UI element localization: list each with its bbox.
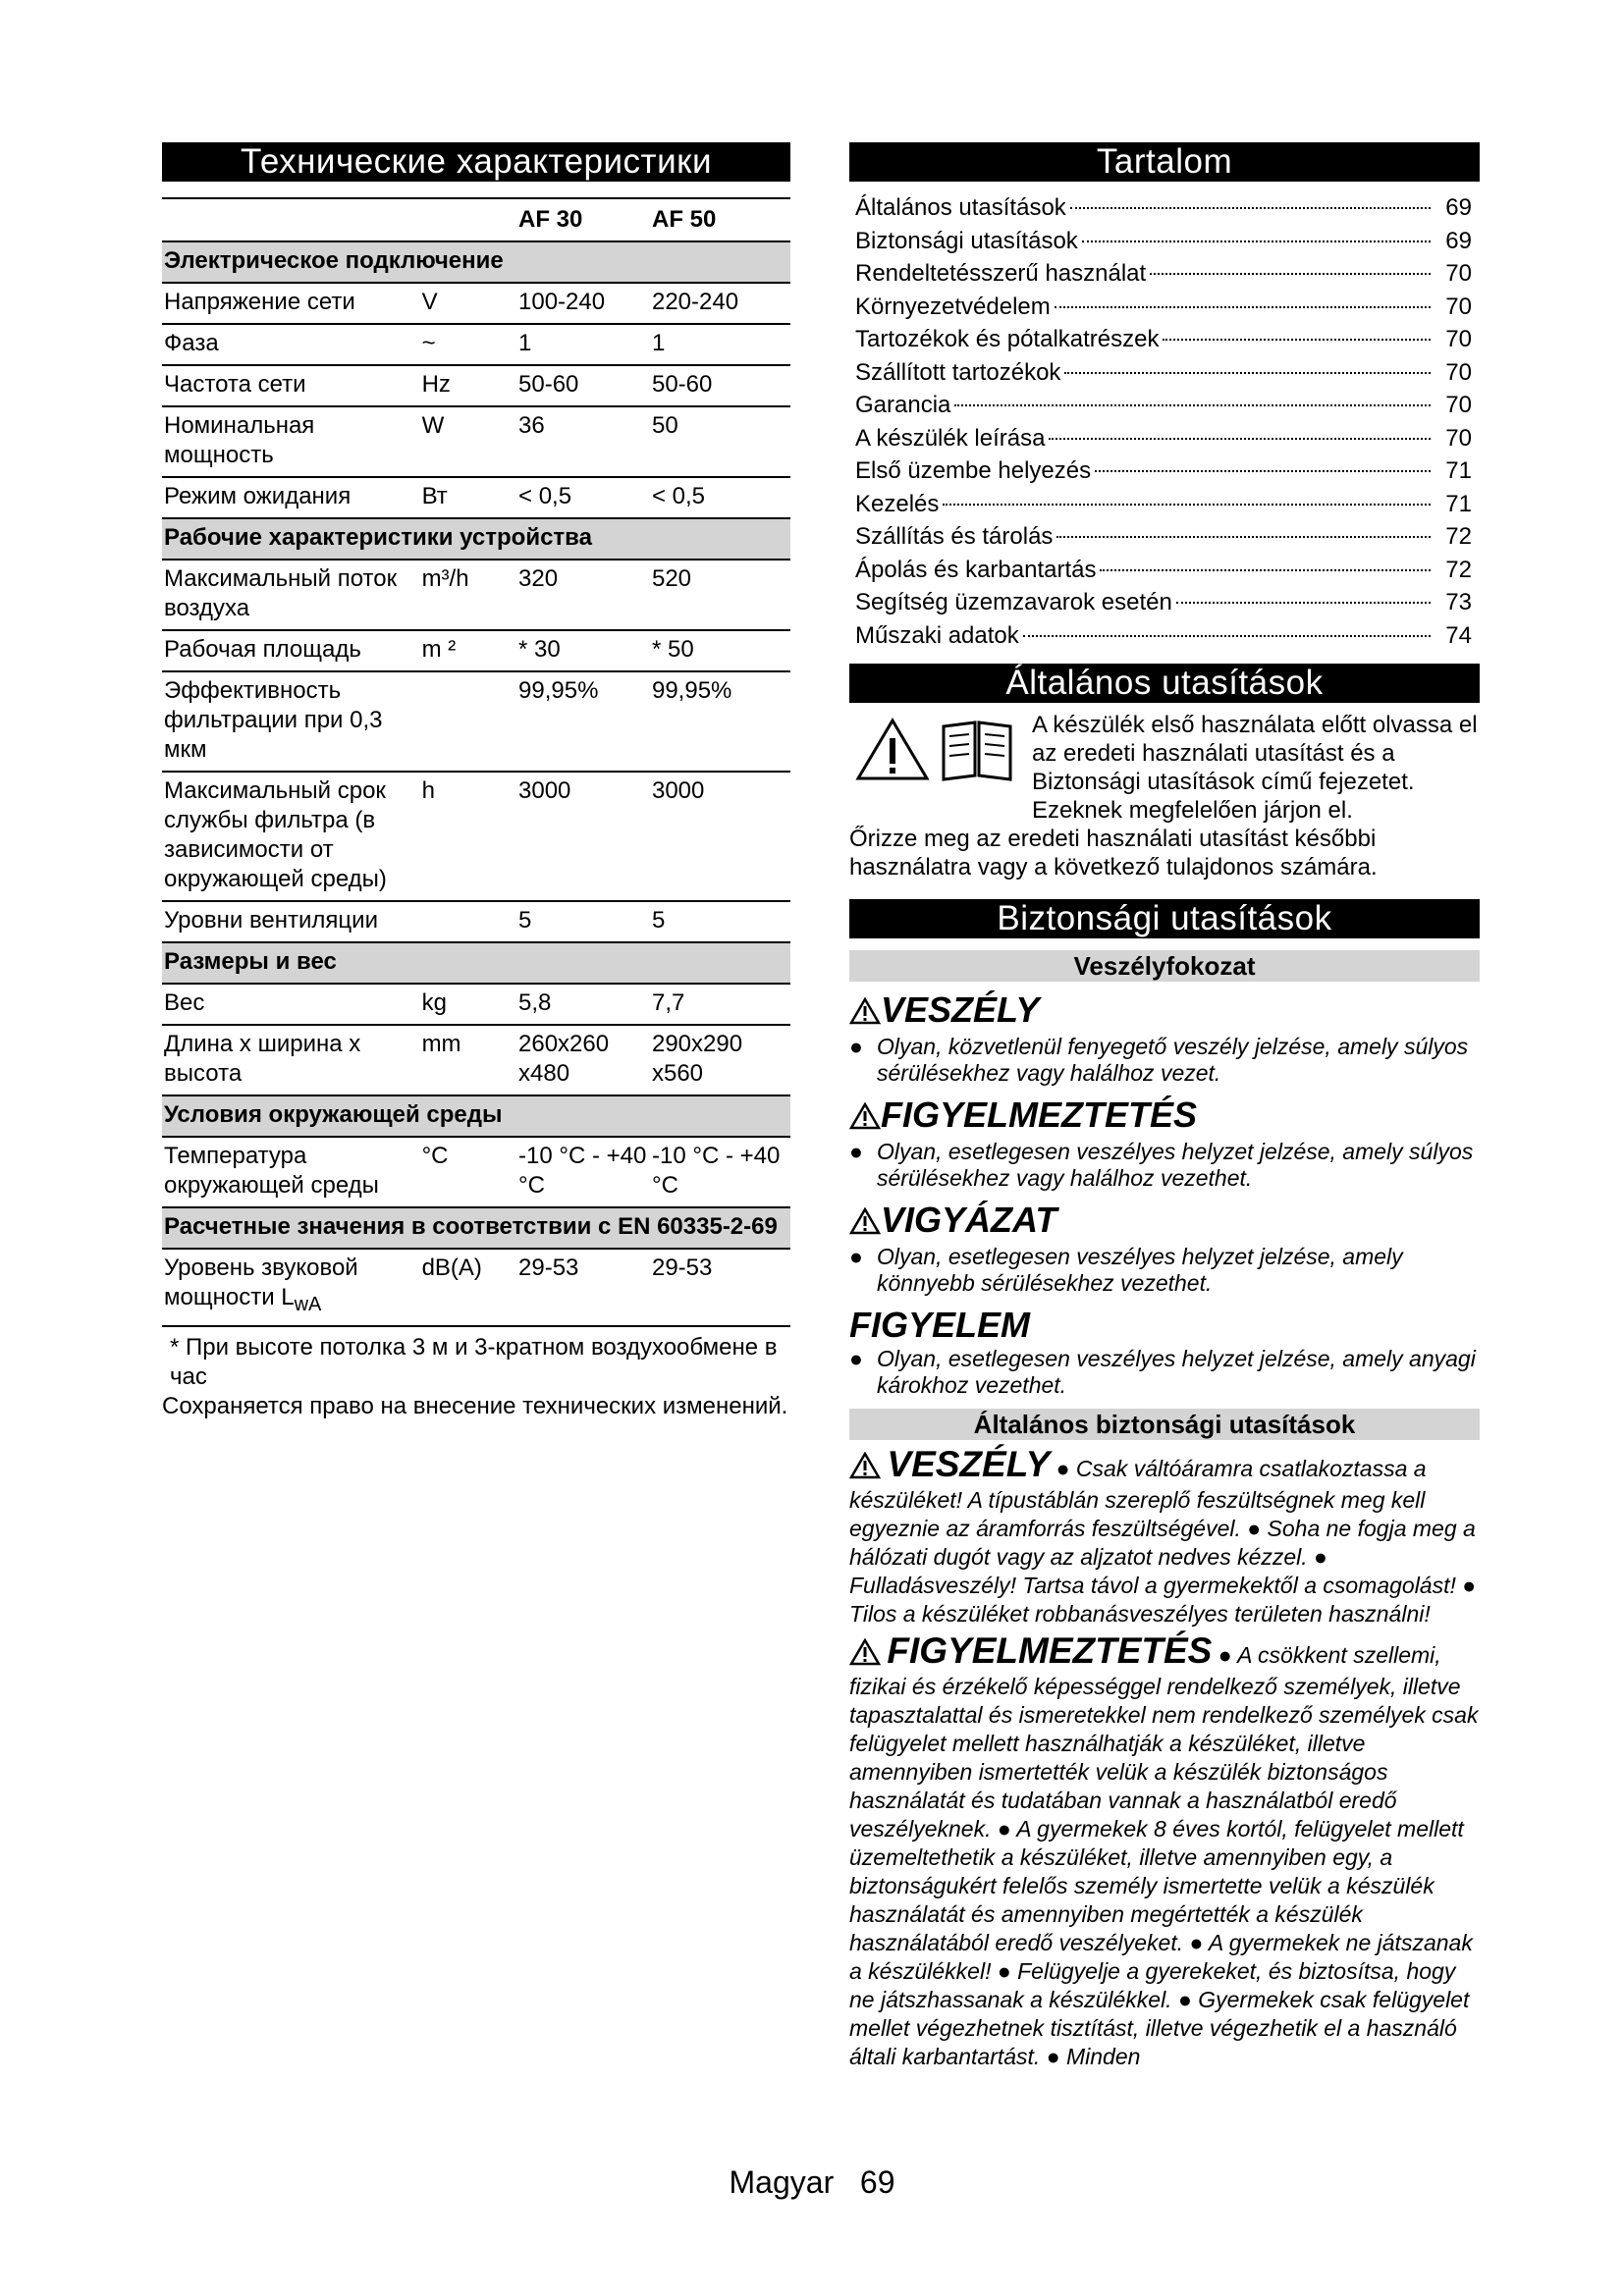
row-label-text: Частота сети bbox=[164, 371, 306, 398]
row-value-af30 bbox=[516, 477, 650, 518]
row-label-text: Режим ожидания bbox=[164, 483, 352, 509]
toc-dot-leader bbox=[1070, 207, 1431, 209]
toc-entry[interactable] bbox=[849, 225, 1480, 258]
row-value-af30-text: < 0,5 bbox=[518, 483, 572, 509]
row-value-af30 bbox=[516, 1025, 650, 1095]
toc-entry-page: 70 bbox=[1445, 293, 1472, 320]
row-unit bbox=[420, 984, 516, 1025]
row-value-af50-text: 50-60 bbox=[651, 371, 713, 398]
toc-entry[interactable] bbox=[849, 191, 1480, 225]
toc-dot-leader bbox=[1150, 273, 1431, 275]
row-label-text: Эффективность фильтрации при 0,3 мкм bbox=[164, 677, 383, 763]
table-row bbox=[162, 365, 790, 406]
toc-entry[interactable] bbox=[849, 586, 1480, 619]
row-value-af50 bbox=[650, 283, 790, 324]
toc-dot-leader bbox=[1049, 438, 1431, 440]
row-value-af30-text: 5,8 bbox=[518, 989, 552, 1016]
row-label-text: Длина x ширина x высота bbox=[164, 1031, 361, 1087]
warning-triangle-icon bbox=[855, 717, 930, 781]
table-section-header bbox=[162, 942, 790, 984]
row-unit-text: kg bbox=[421, 989, 447, 1016]
warning-triangle-icon bbox=[849, 1097, 881, 1139]
row-unit-text: m³/h bbox=[421, 565, 469, 592]
row-unit bbox=[420, 772, 516, 901]
row-value-af30 bbox=[516, 324, 650, 365]
hazard-level-word bbox=[849, 989, 1480, 1034]
table-row bbox=[162, 324, 790, 365]
row-value-af50 bbox=[650, 560, 790, 630]
toc-entry[interactable] bbox=[849, 291, 1480, 324]
row-label bbox=[162, 406, 420, 477]
row-value-af30-text: 50-60 bbox=[518, 371, 579, 398]
row-label bbox=[162, 772, 420, 901]
row-value-af30-text: 260x260 x480 bbox=[518, 1031, 610, 1087]
row-value-af30-text: 99,95% bbox=[518, 677, 599, 704]
toc-entry-label: Rendeltetésszerű használat bbox=[855, 260, 1147, 287]
col-af50: AF 50 bbox=[650, 198, 790, 241]
toc-dot-leader bbox=[1082, 240, 1431, 242]
row-label bbox=[162, 324, 420, 365]
general-safety-title: Általános biztonsági utasítások bbox=[849, 1409, 1480, 1440]
row-unit-text: V bbox=[421, 289, 438, 315]
row-value-af50-text: 99,95% bbox=[651, 677, 732, 704]
row-unit bbox=[420, 1137, 516, 1207]
table-row bbox=[162, 1249, 790, 1326]
toc-dot-leader bbox=[943, 504, 1431, 506]
row-unit-text: Hz bbox=[421, 371, 451, 398]
row-unit bbox=[420, 560, 516, 630]
row-value-af30-text: 100-240 bbox=[518, 289, 606, 315]
row-value-af50 bbox=[650, 477, 790, 518]
row-value-af50-text: 29-53 bbox=[651, 1255, 713, 1281]
hazard-level-word-text: VESZÉLY bbox=[881, 989, 1040, 1030]
row-unit bbox=[420, 630, 516, 671]
general-title: Általános utasítások bbox=[849, 664, 1480, 703]
toc-entry-label: Kezelés bbox=[855, 490, 940, 517]
toc-entry[interactable] bbox=[849, 323, 1480, 356]
toc-entry-page: 70 bbox=[1445, 260, 1472, 287]
footer-language: Magyar bbox=[729, 2164, 835, 2200]
row-value-af50-text: 50 bbox=[651, 412, 678, 439]
table-row bbox=[162, 671, 790, 772]
toc-dot-leader bbox=[1064, 372, 1431, 374]
toc-entry-label: Segítség üzemzavarok esetén bbox=[855, 589, 1172, 615]
row-value-af50-text: < 0,5 bbox=[651, 483, 706, 509]
left-column bbox=[162, 142, 790, 1421]
toc-entry-page: 70 bbox=[1445, 392, 1472, 418]
section-name: Условия окружающей среды bbox=[162, 1095, 790, 1137]
toc-entry-page: 72 bbox=[1445, 556, 1472, 583]
warning-paragraph bbox=[849, 1630, 1480, 2071]
row-value-af30 bbox=[516, 1249, 650, 1326]
row-label-text: Максимальный срок службы фильтра (в зависимости от окружающей среды) bbox=[164, 777, 387, 892]
table-row bbox=[162, 1025, 790, 1095]
row-label bbox=[162, 1249, 420, 1326]
warning-triangle-icon bbox=[849, 1202, 881, 1244]
row-value-af50 bbox=[650, 772, 790, 901]
section-name: Размеры и вес bbox=[162, 942, 790, 984]
row-value-af30-text: 1 bbox=[518, 330, 532, 356]
row-value-af30-text: * 30 bbox=[518, 636, 561, 663]
hazard-level-word-text: VIGYÁZAT bbox=[881, 1200, 1057, 1240]
row-value-af30 bbox=[516, 984, 650, 1025]
row-value-af30 bbox=[516, 283, 650, 324]
safety-title: Biztonsági utasítások bbox=[849, 899, 1480, 938]
table-section-header bbox=[162, 1207, 790, 1249]
row-value-af30 bbox=[516, 901, 650, 942]
row-value-af30-text: 3000 bbox=[518, 777, 571, 804]
warning-triangle-icon bbox=[849, 1452, 881, 1486]
toc-dot-leader bbox=[1176, 602, 1431, 604]
toc-entry[interactable] bbox=[849, 422, 1480, 455]
toc-dot-leader bbox=[1095, 470, 1431, 472]
toc-entry-page: 71 bbox=[1445, 490, 1472, 517]
toc-dot-leader bbox=[954, 404, 1431, 406]
toc-entry-label: Általános utasítások bbox=[855, 194, 1066, 221]
toc-entry-label: Biztonsági utasítások bbox=[855, 227, 1078, 254]
toc-entry-label: Műszaki adatok bbox=[855, 621, 1019, 649]
toc-entry-page: 70 bbox=[1445, 358, 1472, 386]
toc-title: Tartalom bbox=[849, 142, 1480, 182]
row-value-af50-text: 7,7 bbox=[651, 989, 685, 1016]
hazard-level-description bbox=[849, 1244, 1480, 1297]
row-value-af30 bbox=[516, 772, 650, 901]
hazard-level-text: Olyan, esetlegesen veszélyes helyzet jelzése, amely könnyebb sérülésekhez vezethet. bbox=[877, 1244, 1403, 1296]
toc-entry-page: 70 bbox=[1445, 326, 1472, 352]
table-row bbox=[162, 406, 790, 477]
danger-text: ● Csak váltóáramra csatlakoztassa a készüléket! A típustáblán szereplő feszültségnek meg kell egyeznie az áramforrás feszültségével. ● Soha ne fogja meg a hálózati dugót vagy az aljzatot nedves kézzel. ● Fulladásveszély! Tartsa távol a gyermekektől a csomagolást! ● Tilos a készüléket robbanásveszélyes területen használni! bbox=[849, 1456, 1477, 1627]
row-unit-text: mm bbox=[421, 1031, 461, 1057]
toc-dot-leader bbox=[1023, 635, 1431, 637]
row-value-af30-text: 36 bbox=[518, 412, 545, 439]
row-value-af30 bbox=[516, 406, 650, 477]
row-unit bbox=[420, 477, 516, 518]
table-row bbox=[162, 560, 790, 630]
toc-entry-page: 74 bbox=[1445, 621, 1472, 649]
row-label bbox=[162, 630, 420, 671]
row-label bbox=[162, 365, 420, 406]
row-value-af50 bbox=[650, 630, 790, 671]
footer-page-number: 69 bbox=[859, 2164, 895, 2200]
hazard-level-description bbox=[849, 1346, 1480, 1399]
row-value-af50-text: 1 bbox=[651, 330, 666, 356]
hazard-level-text: Olyan, közvetlenül fenyegető veszély jelzése, amely súlyos sérülésekhez vagy halálhoz vezet. bbox=[877, 1034, 1469, 1086]
row-label bbox=[162, 901, 420, 942]
row-value-af50-text: 290x290 x560 bbox=[651, 1031, 743, 1087]
toc-dot-leader bbox=[1163, 339, 1431, 341]
toc-entry-page: 72 bbox=[1445, 523, 1472, 550]
general-intro-text: A készülék első használata előtt olvassa el az eredeti használati utasítást és a Biztonsági utasítások című fejezetet. Ezeknek megfelelően járjon el. bbox=[1032, 712, 1478, 824]
row-value-af50-text: 5 bbox=[651, 907, 666, 934]
col-af30: AF 30 bbox=[516, 198, 650, 241]
hazard-level-text: Olyan, esetlegesen veszélyes helyzet jelzése, amely anyagi károkhoz vezethet. bbox=[877, 1346, 1476, 1398]
row-value-af30 bbox=[516, 560, 650, 630]
warning-text: ● A csökkent szellemi, fizikai és érzékelő képességgel rendelkező személyek, illetve tapasztalattal és ismeretekkel nem rendelkező személyek csak felügyelet mellett használhatják a készüléket, illetve amennyiben ismertették velük a készülék biztonságos használatát és tudatában vannak a használatból eredő veszélyeknek. ● A gyermekek 8 éves kortól, felügyelet mellett üzemeltethetik a készüléket, illetve amennyiben egy, a biztonságukért felelős személy ismertette velük a készülék használatát és amennyiben megértették a készülék használatából eredő veszélyeket. ● A gyermekek ne játszanak a készülékkel! ● Felügyelje a gyerekeket, és biztosítsa, hogy ne játszhassanak a készülékkel. ● Gyermekek csak felügyelet mellet végezhetnek tisztítást, illetve végezhetik el a használó általi karbantartást. ● Minden bbox=[849, 1642, 1479, 2069]
toc-entry-page: 70 bbox=[1445, 424, 1472, 452]
row-value-af50-text: 520 bbox=[651, 565, 692, 592]
row-value-af30 bbox=[516, 1137, 650, 1207]
row-label-text: Вес bbox=[164, 989, 205, 1016]
general-intro bbox=[849, 711, 1480, 825]
row-unit-text: W bbox=[421, 412, 445, 439]
row-unit-text: dB(A) bbox=[421, 1255, 482, 1281]
toc-dot-leader bbox=[1055, 306, 1431, 308]
intro-icons bbox=[849, 711, 1032, 825]
toc-entry-label: Első üzembe helyezés bbox=[855, 457, 1092, 484]
toc-dot-leader bbox=[1100, 569, 1431, 571]
row-label bbox=[162, 560, 420, 630]
row-label-text: Напряжение сети bbox=[164, 289, 355, 315]
toc-entry[interactable] bbox=[849, 389, 1480, 422]
row-value-af50 bbox=[650, 365, 790, 406]
table-row bbox=[162, 477, 790, 518]
row-value-af30-text: 320 bbox=[518, 565, 559, 592]
section-name: Расчетные значения в соответствии с EN 60335-2-69 bbox=[162, 1207, 790, 1249]
row-value-af30-text: 5 bbox=[518, 907, 532, 934]
toc-entry[interactable] bbox=[849, 619, 1480, 653]
toc-entry[interactable] bbox=[849, 488, 1480, 521]
toc-entry-page: 71 bbox=[1445, 457, 1472, 484]
row-unit-text: Вт bbox=[421, 483, 448, 509]
toc-entry-label: A készülék leírása bbox=[855, 424, 1046, 452]
row-label bbox=[162, 984, 420, 1025]
section-name: Рабочие характеристики устройства bbox=[162, 518, 790, 560]
toc-entry-page: 69 bbox=[1445, 194, 1472, 221]
hazard-level-text: Olyan, esetlegesen veszélyes helyzet jelzése, amely súlyos sérülésekhez vagy halálhoz vezethet. bbox=[877, 1139, 1474, 1191]
hazard-level-word bbox=[849, 1095, 1480, 1139]
row-label-text: Уровень звуковой мощности L bbox=[164, 1255, 358, 1310]
table-section-header bbox=[162, 1095, 790, 1137]
row-unit bbox=[420, 1025, 516, 1095]
row-value-af30-text: -10 °C - +40 °C bbox=[518, 1143, 647, 1199]
hazard-levels bbox=[849, 989, 1480, 1399]
table-row bbox=[162, 984, 790, 1025]
table-section-header bbox=[162, 241, 790, 283]
row-value-af50-text: -10 °C - +40 °C bbox=[651, 1143, 781, 1199]
table-row bbox=[162, 1137, 790, 1207]
row-unit-text: ~ bbox=[421, 330, 436, 356]
row-label bbox=[162, 283, 420, 324]
toc-entry-label: Környezetvédelem bbox=[855, 293, 1051, 320]
section-name: Электрическое подключение bbox=[162, 241, 790, 283]
danger-word: VESZÉLY bbox=[887, 1444, 1051, 1484]
toc-entry-label: Tartozékok és pótalkatrészek bbox=[855, 326, 1160, 352]
bullet-icon: ● bbox=[849, 1034, 863, 1059]
table-header bbox=[162, 198, 790, 241]
row-label-subscript: wA bbox=[294, 1293, 322, 1315]
warning-triangle-icon bbox=[849, 992, 881, 1034]
row-value-af50-text: 220-240 bbox=[651, 289, 739, 315]
row-value-af50 bbox=[650, 1025, 790, 1095]
spec-table bbox=[162, 197, 790, 1327]
table-of-contents bbox=[849, 191, 1480, 652]
row-unit bbox=[420, 1249, 516, 1326]
toc-entry-label: Ápolás és karbantartás bbox=[855, 556, 1097, 583]
row-value-af50 bbox=[650, 1137, 790, 1207]
row-value-af30 bbox=[516, 630, 650, 671]
row-label-text: Рабочая площадь bbox=[164, 636, 361, 663]
right-column bbox=[849, 142, 1480, 2071]
toc-entry-label: Garancia bbox=[855, 392, 951, 418]
toc-entry-page: 73 bbox=[1445, 589, 1472, 615]
tech-specs-title: Технические характеристики bbox=[162, 142, 790, 182]
row-value-af50 bbox=[650, 324, 790, 365]
row-unit-text: °C bbox=[421, 1143, 449, 1169]
table-row bbox=[162, 630, 790, 671]
toc-entry-page: 69 bbox=[1445, 227, 1472, 254]
page-footer bbox=[0, 2164, 1624, 2201]
hazard-level-description bbox=[849, 1034, 1480, 1087]
manual-book-icon bbox=[938, 717, 1016, 781]
warning-word: FIGYELMEZTETÉS bbox=[887, 1630, 1213, 1671]
hazard-level-word-text: FIGYELMEZTETÉS bbox=[881, 1095, 1198, 1135]
row-value-af50 bbox=[650, 901, 790, 942]
warning-triangle-icon bbox=[849, 1638, 881, 1673]
row-unit-text: h bbox=[421, 777, 435, 804]
toc-entry[interactable] bbox=[849, 554, 1480, 587]
row-value-af50 bbox=[650, 1249, 790, 1326]
row-value-af30-text: 29-53 bbox=[518, 1255, 579, 1281]
row-unit bbox=[420, 283, 516, 324]
toc-dot-leader bbox=[1056, 536, 1431, 538]
hazard-level-word bbox=[849, 1200, 1480, 1244]
row-label bbox=[162, 1137, 420, 1207]
toc-entry[interactable] bbox=[849, 520, 1480, 554]
toc-entry-label: Szállítás és tárolás bbox=[855, 523, 1054, 550]
hazard-level-word-text: FIGYELEM bbox=[849, 1305, 1031, 1345]
row-label-text: Уровни вентиляции bbox=[164, 907, 378, 934]
row-value-af50-text: * 50 bbox=[651, 636, 694, 663]
row-label bbox=[162, 671, 420, 772]
hazard-level-word bbox=[849, 1305, 1480, 1346]
toc-entry-label: Szállított tartozékok bbox=[855, 358, 1061, 386]
bullet-icon: ● bbox=[849, 1346, 863, 1371]
row-value-af30 bbox=[516, 671, 650, 772]
row-label-text: Температура окружающей среды bbox=[164, 1143, 379, 1199]
toc-entry[interactable] bbox=[849, 454, 1480, 488]
row-label bbox=[162, 477, 420, 518]
row-unit bbox=[420, 901, 516, 942]
row-value-af50 bbox=[650, 671, 790, 772]
toc-entry[interactable] bbox=[849, 356, 1480, 390]
toc-entry[interactable] bbox=[849, 257, 1480, 291]
row-label-text: Фаза bbox=[164, 330, 219, 356]
bullet-icon: ● bbox=[849, 1244, 863, 1269]
row-unit-text: m ² bbox=[421, 636, 457, 663]
row-value-af30 bbox=[516, 365, 650, 406]
row-value-af50 bbox=[650, 406, 790, 477]
row-value-af50-text: 3000 bbox=[651, 777, 705, 804]
table-row bbox=[162, 772, 790, 901]
footnote: * При высоте потолка 3 м и 3-кратном воздухообмене в час bbox=[170, 1333, 778, 1390]
table-row bbox=[162, 901, 790, 942]
table-row bbox=[162, 283, 790, 324]
hazard-level-description bbox=[849, 1139, 1480, 1192]
table-section-header bbox=[162, 518, 790, 560]
danger-paragraph bbox=[849, 1444, 1480, 1629]
row-label-text: Максимальный поток воздуха bbox=[164, 565, 398, 621]
row-label bbox=[162, 1025, 420, 1095]
row-value-af50 bbox=[650, 984, 790, 1025]
row-unit bbox=[420, 671, 516, 772]
row-unit bbox=[420, 324, 516, 365]
general-keep-text: Őrizze meg az eredeti használati utasítást későbbi használatra vagy a következő tulajdonos számára. bbox=[849, 826, 1378, 881]
row-unit bbox=[420, 365, 516, 406]
hazard-levels-title: Veszélyfokozat bbox=[849, 950, 1480, 982]
reserve-note: Сохраняется право на внесение технических изменений. bbox=[162, 1392, 788, 1419]
bullet-icon: ● bbox=[849, 1139, 863, 1164]
row-label-text: Номинальная мощность bbox=[164, 412, 315, 468]
row-unit bbox=[420, 406, 516, 477]
